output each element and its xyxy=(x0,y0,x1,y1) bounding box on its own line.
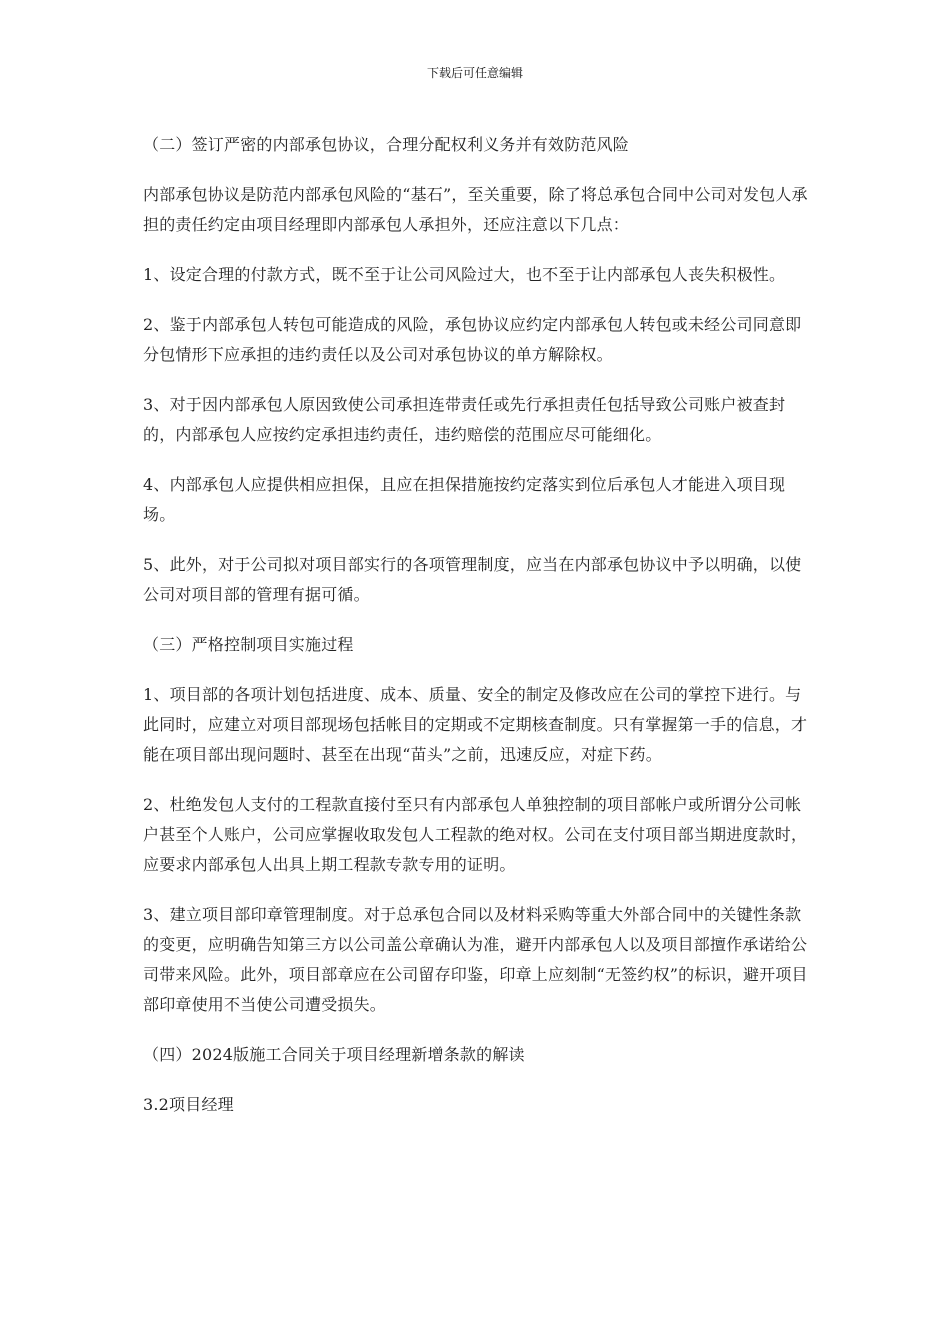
subsection-heading: 3.2项目经理 xyxy=(143,1095,234,1114)
section-heading-three: （三）严格控制项目实施过程 xyxy=(143,635,354,654)
list-item-3: 3、对于因内部承包人原因致使公司承担连带责任或先行承担责任包括导致公司账户被查封的，内部承包人应按约定承担违约责任，违约赔偿的范围应尽可能细化。 xyxy=(143,395,786,444)
list-item-4: 4、内部承包人应提供相应担保，且应在担保措施按约定落实到位后承包人才能进入项目现场。 xyxy=(143,475,786,524)
page-header: 下载后可任意编辑 xyxy=(426,66,523,80)
list-item-1: 1、设定合理的付款方式，既不至于让公司风险过大，也不至于让内部承包人丧失积极性。 xyxy=(143,265,786,284)
paragraph-intro: 内部承包协议是防范内部承包风险的“基石”，至关重要，除了将总承包合同中公司对发包人承担的责任约定由项目经理即内部承包人承担外，还应注意以下几点： xyxy=(143,185,808,234)
control-item-1: 1、项目部的各项计划包括进度、成本、质量、安全的制定及修改应在公司的掌控下进行。与此同时，应建立对项目部现场包括帐目的定期或不定期核查制度。只有掌握第一手的信息，才能在项目部出现问题时、甚至在出现“苗头”之前，迅速反应，对症下药。 xyxy=(143,685,808,764)
document-body xyxy=(143,130,813,1140)
section-heading-two: （二）签订严密的内部承包协议，合理分配权利义务并有效防范风险 xyxy=(143,135,630,154)
control-item-2: 2、杜绝发包人支付的工程款直接付至只有内部承包人单独控制的项目部帐户或所谓分公司帐户甚至个人账户，公司应掌握收取发包人工程款的绝对权。公司在支付项目部当期进度款时，应要求内部承包人出具上期工程款专款专用的证明。 xyxy=(143,795,808,874)
control-item-3: 3、建立项目部印章管理制度。对于总承包合同以及材料采购等重大外部合同中的关键性条款的变更，应明确告知第三方以公司盖公章确认为准，避开内部承包人以及项目部擅作承诺给公司带来风险。此外，项目部章应在公司留存印鉴，印章上应刻制“无签约权”的标识，避开项目部印章使用不当使公司遭受损失。 xyxy=(143,905,808,1014)
list-item-5: 5、此外，对于公司拟对项目部实行的各项管理制度，应当在内部承包协议中予以明确，以使公司对项目部的管理有据可循。 xyxy=(143,555,802,604)
list-item-2: 2、鉴于内部承包人转包可能造成的风险，承包协议应约定内部承包人转包或未经公司同意即分包情形下应承担的违约责任以及公司对承包协议的单方解除权。 xyxy=(143,315,802,364)
section-heading-four: （四）2024版施工合同关于项目经理新增条款的解读 xyxy=(143,1045,525,1064)
